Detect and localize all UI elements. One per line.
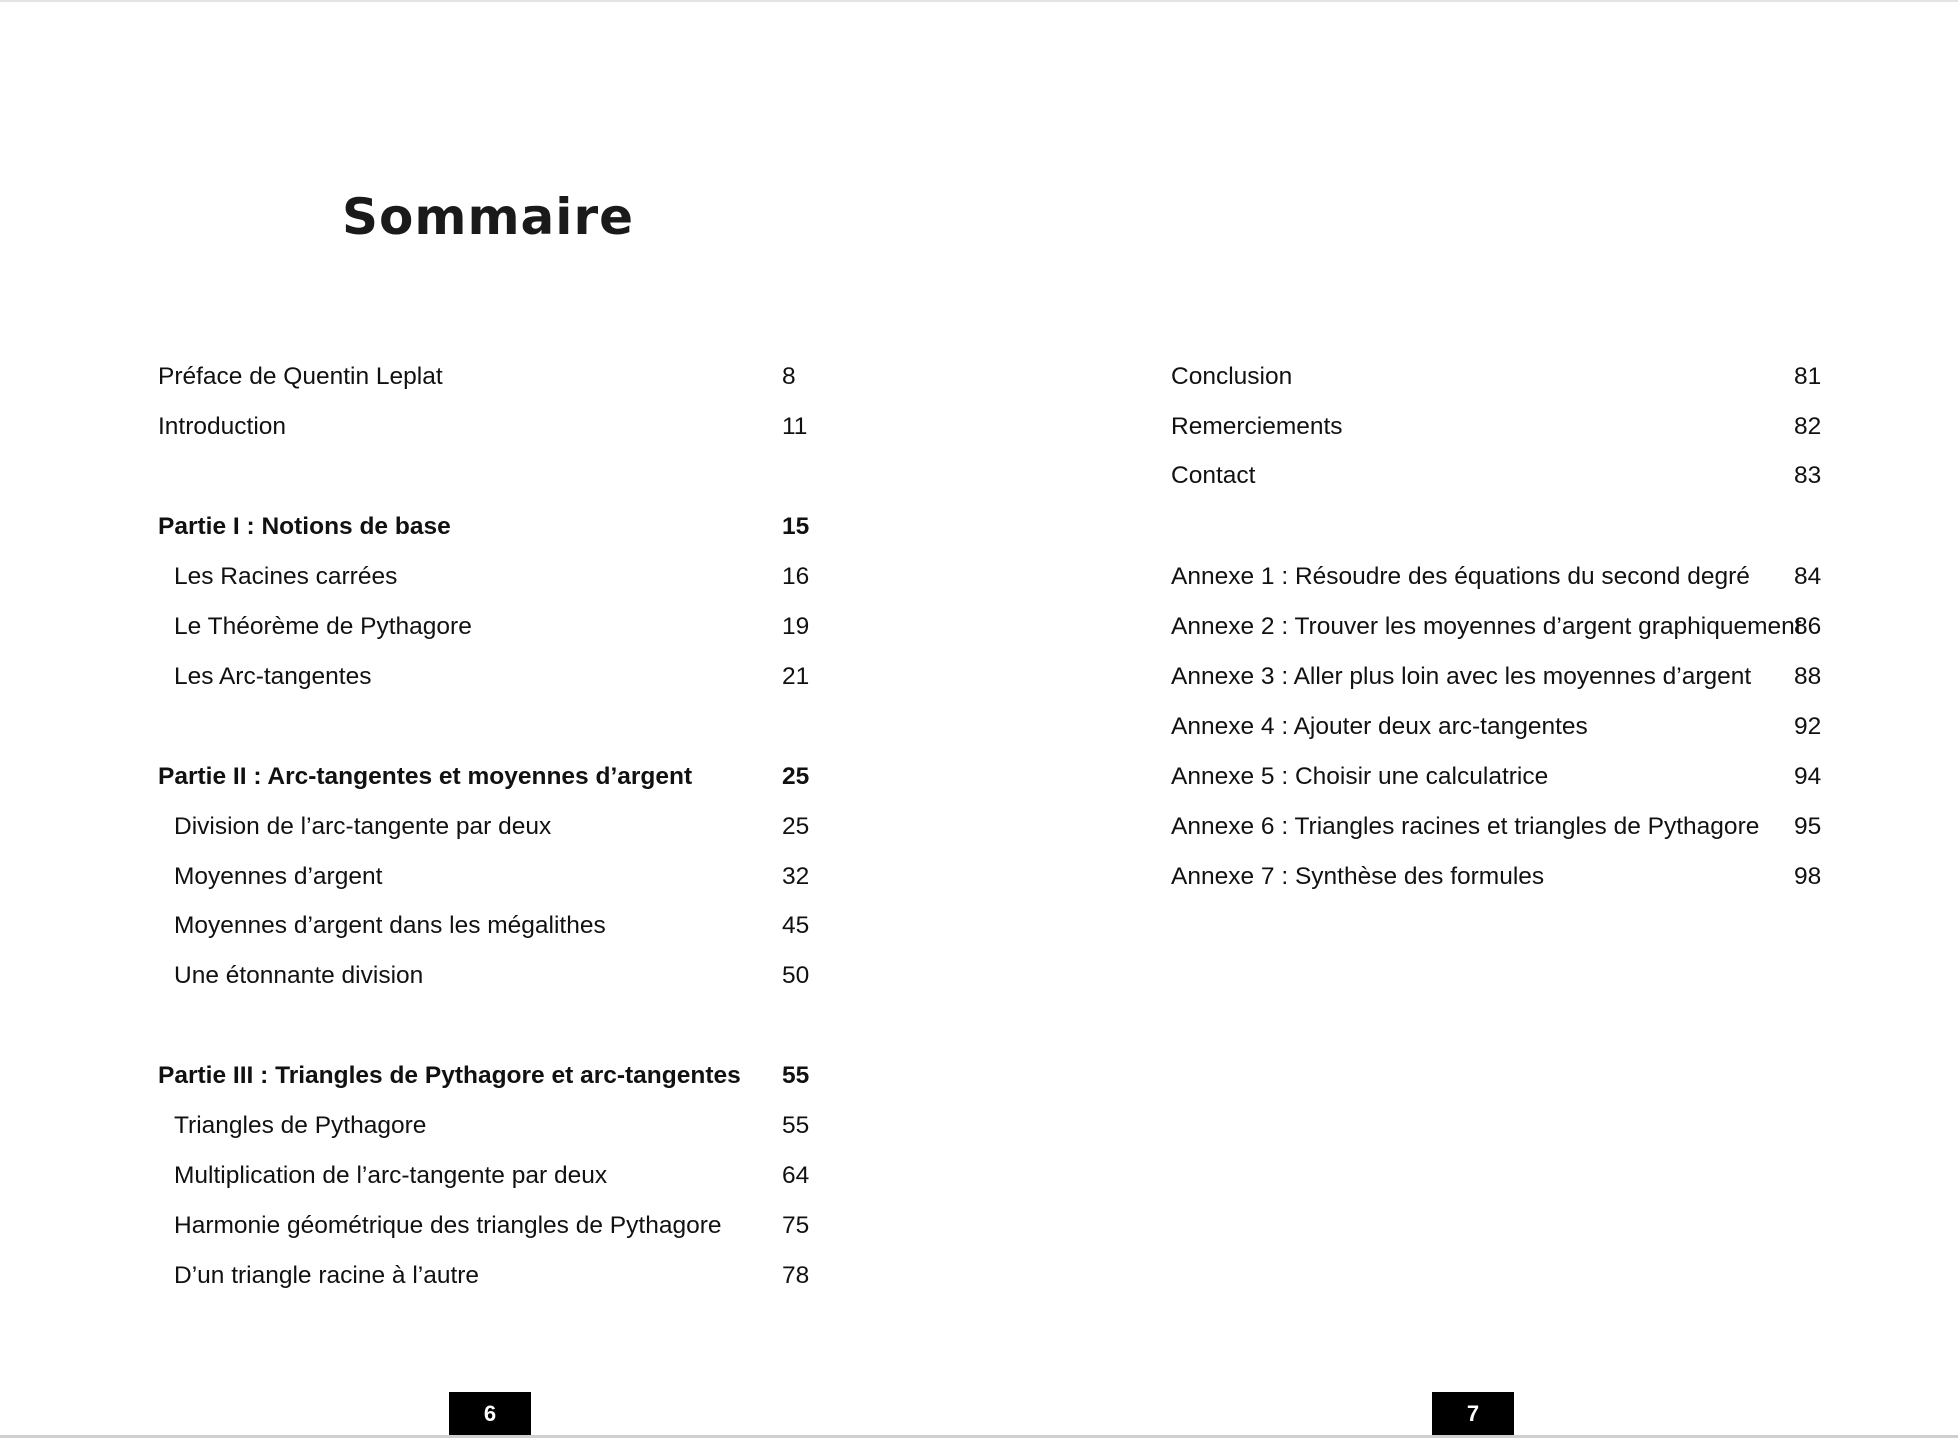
left-page-number: 6 (449, 1392, 531, 1436)
toc-subentry-label: Triangles de Pythagore (174, 1112, 427, 1139)
toc-entry-page: 92 (1794, 713, 1822, 740)
toc-subentry-label: Moyennes d’argent dans les mégalithes (174, 912, 606, 939)
toc-entry-label: Annexe 5 : Choisir une calculatrice (1171, 763, 1549, 790)
toc-subentry[interactable] (158, 852, 818, 902)
toc-entry-page: 81 (1794, 363, 1822, 390)
toc-subentry-page: 45 (782, 912, 810, 939)
toc-part-heading[interactable] (158, 502, 818, 552)
right-page-number: 7 (1432, 1392, 1514, 1436)
toc-subentry[interactable] (158, 1201, 818, 1251)
toc-subentry-label: Division de l’arc-tangente par deux (174, 813, 552, 840)
toc-entry-label: Annexe 6 : Triangles racines et triangles de Pythagore (1171, 813, 1760, 840)
toc-subentry[interactable] (158, 1151, 818, 1201)
toc-entry[interactable] (158, 352, 818, 402)
toc-subentry[interactable] (158, 802, 818, 852)
toc-subentry[interactable] (158, 1251, 818, 1301)
toc-subentry-label: D’un triangle racine à l’autre (174, 1262, 480, 1289)
toc-part-label: Partie II : Arc-tangentes et moyennes d’argent (158, 763, 693, 790)
top-border (0, 0, 1958, 2)
toc-entry[interactable] (158, 402, 818, 452)
toc-subentry[interactable] (158, 1101, 818, 1151)
toc-subentry-label: Le Théorème de Pythagore (174, 613, 472, 640)
toc-annex-entry[interactable] (1171, 652, 1821, 702)
toc-entry-page: 88 (1794, 663, 1822, 690)
toc-entry-label: Annexe 3 : Aller plus loin avec les moyennes d’argent (1171, 663, 1752, 690)
toc-entry-label: Introduction (158, 413, 287, 440)
toc-part-heading[interactable] (158, 1051, 818, 1101)
toc-part-label: Partie III : Triangles de Pythagore et arc-tangentes (158, 1062, 741, 1089)
toc-part-page: 15 (782, 513, 810, 540)
toc-entry-label: Annexe 2 : Trouver les moyennes d’argent graphiquement (1171, 613, 1802, 640)
toc-part-heading[interactable] (158, 752, 818, 802)
toc-entry-page: 94 (1794, 763, 1822, 790)
toc-subentry-label: Harmonie géométrique des triangles de Pythagore (174, 1212, 722, 1239)
toc-entry-label: Contact (1171, 462, 1256, 489)
toc-annex-entry[interactable] (1171, 852, 1821, 902)
toc-entry-page: 86 (1794, 613, 1822, 640)
toc-part-page: 25 (782, 763, 810, 790)
toc-entry-page: 83 (1794, 462, 1822, 489)
toc-subentry-page: 32 (782, 863, 810, 890)
toc-subentry-label: Les Racines carrées (174, 563, 398, 590)
toc-subentry-page: 21 (782, 663, 810, 690)
toc-subentry-label: Moyennes d’argent (174, 863, 383, 890)
toc-entry[interactable] (1171, 451, 1821, 501)
toc-subentry-page: 75 (782, 1212, 810, 1239)
toc-entry-label: Conclusion (1171, 363, 1293, 390)
toc-entry-page: 82 (1794, 413, 1822, 440)
toc-annex-entry[interactable] (1171, 702, 1821, 752)
toc-part-page: 55 (782, 1062, 810, 1089)
toc-entry[interactable] (1171, 352, 1821, 402)
toc-entry-label: Préface de Quentin Leplat (158, 363, 443, 390)
toc-part-label: Partie I : Notions de base (158, 513, 451, 540)
toc-subentry-label: Une étonnante division (174, 962, 424, 989)
toc-entry-page: 95 (1794, 813, 1822, 840)
toc-annex-entry[interactable] (1171, 802, 1821, 852)
toc-entry-page: 84 (1794, 563, 1822, 590)
toc-entry-label: Annexe 7 : Synthèse des formules (1171, 863, 1545, 890)
toc-entry[interactable] (1171, 402, 1821, 452)
toc-annex-entry[interactable] (1171, 602, 1821, 652)
toc-subentry[interactable] (158, 602, 818, 652)
toc-subentry-page: 16 (782, 563, 810, 590)
toc-annex-entry[interactable] (1171, 552, 1821, 602)
toc-entry-page: 98 (1794, 863, 1822, 890)
toc-subentry-page: 50 (782, 962, 810, 989)
toc-subentry-label: Multiplication de l’arc-tangente par deux (174, 1162, 608, 1189)
toc-subentry-label: Les Arc-tangentes (174, 663, 372, 690)
toc-subentry-page: 19 (782, 613, 810, 640)
toc-subentry[interactable] (158, 901, 818, 951)
toc-entry-label: Annexe 4 : Ajouter deux arc-tangentes (1171, 713, 1588, 740)
toc-entry-page: 8 (782, 363, 796, 390)
toc-entry-label: Annexe 1 : Résoudre des équations du second degré (1171, 563, 1750, 590)
toc-subentry-page: 55 (782, 1112, 810, 1139)
toc-subentry[interactable] (158, 951, 818, 1001)
toc-subentry[interactable] (158, 552, 818, 602)
toc-subentry-page: 64 (782, 1162, 810, 1189)
toc-annex-entry[interactable] (1171, 752, 1821, 802)
page-title: Sommaire (342, 188, 635, 246)
toc-entry-label: Remerciements (1171, 413, 1343, 440)
toc-subentry-page: 78 (782, 1262, 810, 1289)
toc-subentry[interactable] (158, 652, 818, 702)
toc-subentry-page: 25 (782, 813, 810, 840)
toc-entry-page: 11 (782, 413, 808, 440)
